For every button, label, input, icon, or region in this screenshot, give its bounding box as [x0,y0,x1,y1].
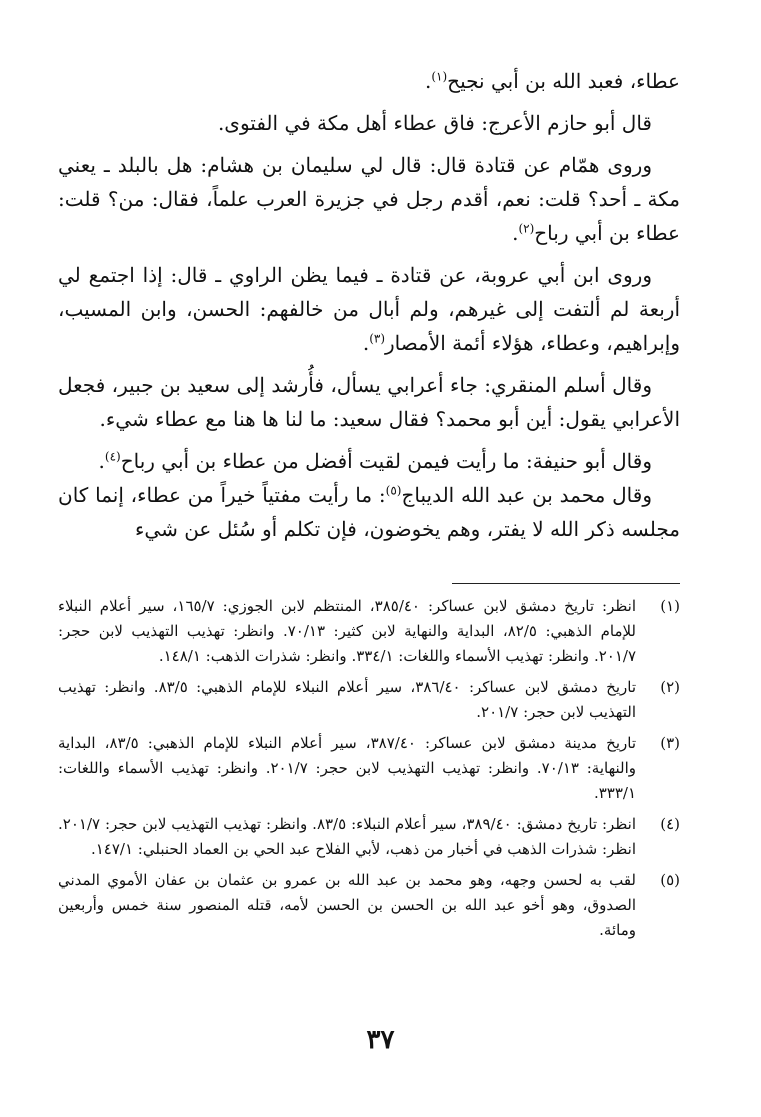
paragraph-1 [58,64,680,98]
paragraph-4-text: وروى ابن أبي عروبة، عن قتادة ـ فيما يظن الراوي ـ قال: إذا اجتمع لي أربعة لم ألتفت إلى غيرهم، ولم أبال من خالفهم: الحسن، وابن المسيب، وإبراهيم، وعطاء، هؤلاء أئمة الأمصار [58,263,681,355]
book-page [58,64,681,939]
page-number: ٣٧ [366,1025,395,1055]
footnote-ref-5[interactable]: (٥) [385,483,402,498]
paragraph-6-text: وقال أبو حنيفة: ما رأيت فيمن لقيت أفضل من عطاء بن أبي رباح [120,449,652,473]
paragraph-6 [58,444,680,478]
paragraph-5: وقال أسلم المنقري: جاء أعرابي يسأل، فأُرشد إلى سعيد بن جبير، فجعل الأعرابي يقول: أين أبو محمد؟ فقال سعيد: ما لنا ها هنا مع عطاء شيء. [58,373,680,431]
paragraph-1-text: عطاء، فعبد الله بن أبي نجيح [447,69,680,93]
footnote-text: لقب به لحسن وجهه، وهو محمد بن عبد الله بن عمرو بن عثمان بن عفان الأموي المدني الصدوق، وهو أخو عبد الله بن الحسن بن الحسن لأمه، قتله المنصور سنة خمس وأربعين ومائة. [58,871,636,939]
footnote-1 [58,594,680,669]
footnote-text: انظر: تاريخ دمشق: ٣٨٩/٤٠، سير أعلام النبلاء: ٨٣/٥. وانظر: تهذيب التهذيب لابن حجر: ٢٠١/٧. انظر: شذرات الذهب في أخبار من ذهب، لأبي الفلاح عبد الحي بن العماد الحنبلي: ١٤٧/١. [58,815,636,858]
footnote-ref-1[interactable]: (١) [431,69,448,84]
footnote-ref-3[interactable]: (٣) [369,331,386,346]
paragraph-2: قال أبو حازم الأعرج: فاق عطاء أهل مكة في الفتوى. [217,111,652,135]
footnote-ref-4[interactable]: (٤) [104,449,121,464]
paragraph-4-end: . [362,331,370,355]
footnote-number: (٣) [660,734,680,752]
paragraph-7 [58,478,680,546]
footnote-4 [58,812,680,862]
footnote-number: (١) [660,597,680,615]
footnote-5 [58,868,680,943]
footnote-divider [452,583,680,584]
footnote-text: تاريخ مدينة دمشق لابن عساكر: ٣٨٧/٤٠، سير أعلام النبلاء للإمام الذهبي: ٨٣/٥، البداية والنهاية: ٧٠/١٣. وانظر: تهذيب التهذيب لابن حجر: ٢٠١/٧. وانظر: تهذيب الأسماء واللغات: ٣٣٣/١. [58,734,636,802]
paragraph-6-end: . [98,449,105,473]
paragraph-3-end: . [512,221,519,245]
footnote-number: (٥) [660,871,680,889]
footnote-2 [58,675,680,725]
paragraph-7-text-start: وقال محمد بن عبد الله الديباج [401,483,652,507]
paragraph-1-end: . [424,69,432,93]
footnote-3 [58,731,680,806]
footnote-text: تاريخ دمشق لابن عساكر: ٣٨٦/٤٠، سير أعلام النبلاء للإمام الذهبي: ٨٣/٥. وانظر: تهذيب التهذيب لابن حجر: ٢٠١/٧. [58,678,636,721]
footnotes [58,594,680,949]
paragraph-4 [58,258,680,360]
paragraph-3-text: وروى همّام عن قتادة قال: قال لي سليمان بن هشام: هل بالبلد ـ يعني مكة ـ أحد؟ قلت: نعم، أقدم رجل في جزيرة العرب علماً، فقال: من؟ قلت: عطاء بن أبي رباح [58,153,680,245]
main-text [58,64,680,546]
paragraph-7-text-end: : ما رأيت مفتياً خيراً من عطاء، إنما كان مجلسه ذكر الله لا يفتر، وهم يخوضون، فإن تكلم أو سُئل عن شيء [58,483,680,541]
footnote-ref-2[interactable]: (٢) [518,221,535,236]
footnote-number: (٢) [660,678,680,696]
footnote-text: انظر: تاريخ دمشق لابن عساكر: ٣٨٥/٤٠، المنتظم لابن الجوزي: ١٦٥/٧، سير أعلام النبلاء للإمام الذهبي: ٨٢/٥، البداية والنهاية لابن كثير: ٧٠/١٣. وانظر: تهذيب التهذيب لابن حجر: ٢٠١/٧. وانظر: تهذيب الأسماء واللغات: ٣٣٤/١. وانظر: شذرات الذهب: ١٤٨/١. [58,597,636,665]
footnote-number: (٤) [660,815,680,833]
paragraph-3 [58,148,680,250]
